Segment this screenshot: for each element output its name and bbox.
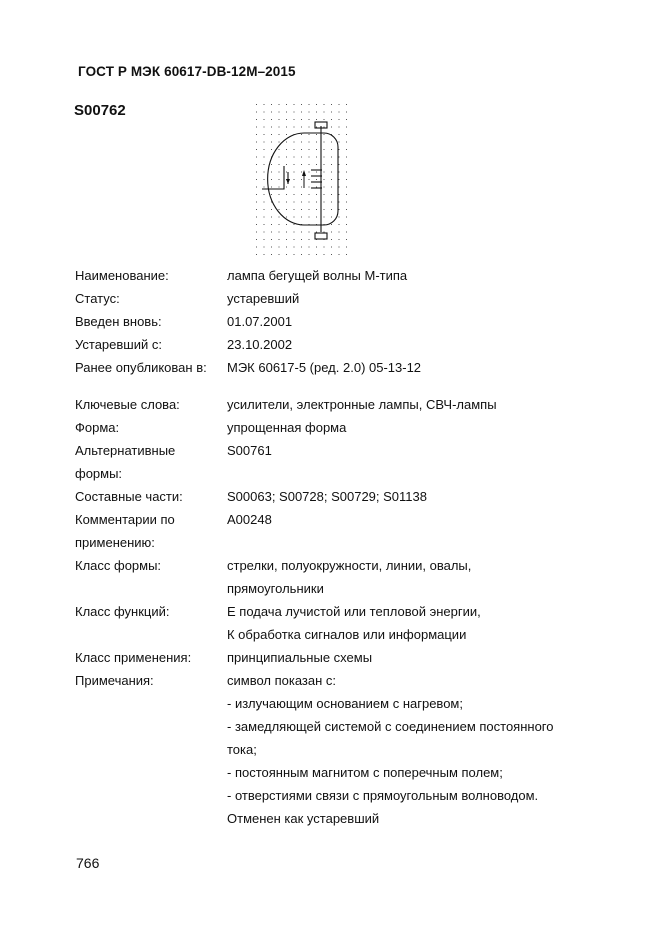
field-value-line: S00063; S00728; S00729; S01138 bbox=[227, 489, 427, 504]
field-row bbox=[75, 393, 595, 416]
field-row bbox=[75, 508, 595, 554]
field-label bbox=[75, 333, 227, 356]
field-label bbox=[75, 439, 227, 485]
envelope-oval bbox=[268, 133, 338, 225]
field-value-line: - постоянным магнитом с поперечным полем; bbox=[227, 765, 503, 780]
field-value-line: A00248 bbox=[227, 512, 272, 527]
field-value bbox=[227, 508, 595, 554]
field-label-line: Комментарии по bbox=[75, 512, 175, 527]
field-label bbox=[75, 393, 227, 416]
field-row bbox=[75, 416, 595, 439]
dot-grid bbox=[256, 104, 347, 255]
field-value-line: - отверстиями связи с прямоугольным волноводом. bbox=[227, 788, 539, 803]
metadata-table bbox=[75, 264, 595, 830]
field-label-line: Ранее опубликован в: bbox=[75, 360, 207, 375]
field-value bbox=[227, 669, 595, 830]
field-label-line: Наименование: bbox=[75, 268, 169, 283]
field-label bbox=[75, 508, 227, 554]
field-label-line: формы: bbox=[75, 466, 123, 481]
field-row bbox=[75, 310, 595, 333]
field-value bbox=[227, 333, 595, 356]
field-row bbox=[75, 287, 595, 310]
field-row bbox=[75, 646, 595, 669]
field-label-line: Форма: bbox=[75, 420, 120, 435]
field-value bbox=[227, 264, 595, 287]
tube-symbol-figure bbox=[252, 100, 352, 258]
field-label-line: применению: bbox=[75, 535, 155, 550]
field-label-line: Введен вновь: bbox=[75, 314, 162, 329]
field-label-line: Составные части: bbox=[75, 489, 183, 504]
field-label bbox=[75, 646, 227, 669]
beam-arrow-head bbox=[302, 170, 306, 176]
field-label bbox=[75, 485, 227, 508]
emitter-arrow-head bbox=[286, 179, 290, 184]
field-value bbox=[227, 554, 595, 600]
field-value-line: 23.10.2002 bbox=[227, 337, 293, 352]
field-label-line: Класс формы: bbox=[75, 558, 162, 573]
field-value-line: - замедляющей системой с соединением постоянного bbox=[227, 719, 554, 734]
field-row bbox=[75, 600, 595, 646]
field-value-line: К обработка сигналов или информации bbox=[227, 627, 467, 642]
field-value bbox=[227, 287, 595, 310]
field-row bbox=[75, 333, 595, 356]
field-value bbox=[227, 600, 595, 646]
field-value-line: Е подача лучистой или тепловой энергии, bbox=[227, 604, 481, 619]
field-value-line: тока; bbox=[227, 742, 257, 757]
field-row bbox=[75, 439, 595, 485]
field-label bbox=[75, 554, 227, 600]
document-header: ГОСТ Р МЭК 60617-DB-12M–2015 bbox=[78, 64, 296, 79]
field-label-line: Класс применения: bbox=[75, 650, 192, 665]
field-value-line: S00761 bbox=[227, 443, 272, 458]
field-label-line: Альтернативные bbox=[75, 443, 176, 458]
field-value bbox=[227, 310, 595, 333]
field-label bbox=[75, 310, 227, 333]
field-value-line: устаревший bbox=[227, 291, 300, 306]
field-label bbox=[75, 416, 227, 439]
field-value bbox=[227, 393, 595, 416]
symbol-id: S00762 bbox=[74, 102, 126, 119]
field-row bbox=[75, 356, 595, 379]
field-value bbox=[227, 485, 595, 508]
field-row bbox=[75, 264, 595, 287]
field-value-line: символ показан с: bbox=[227, 673, 337, 688]
field-value-line: Отменен как устаревший bbox=[227, 811, 380, 826]
field-label-line: Устаревший с: bbox=[75, 337, 162, 352]
field-value bbox=[227, 416, 595, 439]
field-row bbox=[75, 485, 595, 508]
field-value bbox=[227, 356, 595, 379]
emitter-base bbox=[262, 166, 284, 189]
field-value bbox=[227, 439, 595, 485]
field-row bbox=[75, 554, 595, 600]
field-value-line: усилители, электронные лампы, СВЧ-лампы bbox=[227, 397, 497, 412]
field-label-line: Ключевые слова: bbox=[75, 397, 180, 412]
waveguide-bottom-rect bbox=[315, 233, 327, 239]
field-label bbox=[75, 356, 227, 379]
field-value-line: стрелки, полуокружности, линии, овалы, bbox=[227, 558, 472, 573]
field-value-line: лампа бегущей волны М-типа bbox=[227, 268, 408, 283]
page-number: 766 bbox=[76, 855, 100, 871]
field-label bbox=[75, 600, 227, 646]
field-value-line: 01.07.2001 bbox=[227, 314, 293, 329]
field-label-line: Статус: bbox=[75, 291, 120, 306]
field-label bbox=[75, 287, 227, 310]
field-label-line: Примечания: bbox=[75, 673, 154, 688]
field-row bbox=[75, 669, 595, 830]
field-value bbox=[227, 646, 595, 669]
field-label-line: Класс функций: bbox=[75, 604, 170, 619]
field-value-line: упрощенная форма bbox=[227, 420, 347, 435]
field-value-line: прямоугольники bbox=[227, 581, 324, 596]
field-value-line: - излучающим основанием с нагревом; bbox=[227, 696, 463, 711]
field-label bbox=[75, 669, 227, 830]
field-value-line: принципиальные схемы bbox=[227, 650, 373, 665]
field-value-line: МЭК 60617-5 (ред. 2.0) 05-13-12 bbox=[227, 360, 422, 375]
section-gap bbox=[75, 379, 595, 393]
field-label bbox=[75, 264, 227, 287]
